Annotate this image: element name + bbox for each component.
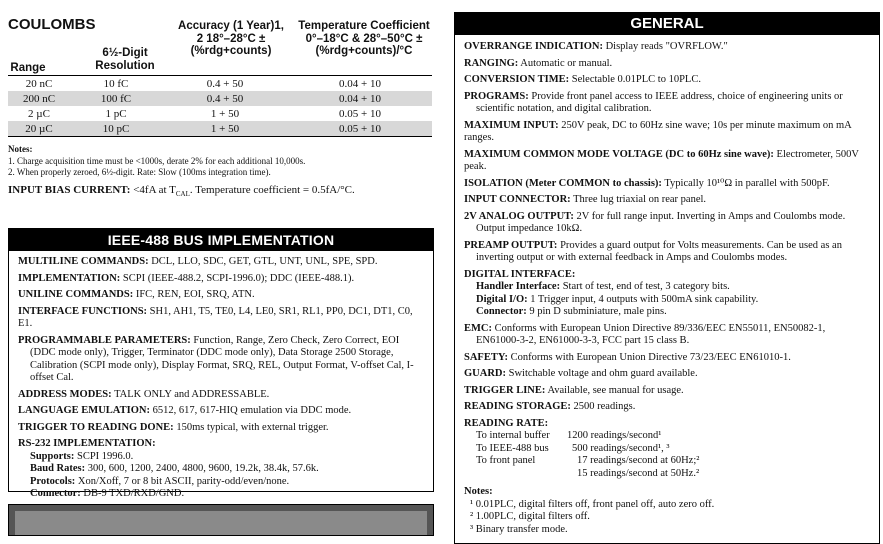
digital-line [464, 306, 870, 319]
rate-value: 1200 readings/second¹ [567, 430, 662, 441]
spec-label: Protocols: [30, 475, 76, 487]
spec-label: TRIGGER LINE: [464, 384, 546, 396]
spec-label: Connector: [30, 488, 81, 499]
rs232-label [18, 438, 424, 451]
spec-text: Conforms with European Union Directive 73/23/EEC EN61010-1. [510, 351, 791, 363]
spec-text: Start of test, end of test, 3 category bits. [562, 281, 730, 292]
spec-label: ADDRESS MODES: [18, 388, 112, 400]
rs232-line [18, 476, 424, 489]
spec-text: Selectable 0.01PLC to 10PLC. [571, 74, 701, 85]
spec-label: ISOLATION (Meter COMMON to chassis): [464, 177, 662, 189]
ieee-items [9, 251, 433, 501]
next-section-box [8, 504, 434, 536]
notes-title: Notes: [464, 486, 493, 497]
ieee-488-section [8, 228, 434, 499]
spec-item [464, 58, 870, 71]
spec-label: 2V ANALOG OUTPUT: [464, 210, 574, 222]
digital-line [464, 281, 870, 294]
spec-label: Digital I/O: [476, 293, 528, 305]
rate-target [464, 468, 567, 481]
spec-item [464, 120, 870, 145]
spec-item [464, 41, 870, 54]
spec-label: LANGUAGE EMULATION: [18, 405, 150, 416]
table-row [8, 76, 432, 91]
spec-label: Handler Interface: [476, 281, 561, 292]
spec-item [464, 149, 870, 174]
note-line: 1. Charge acquisition time must be <1000s, derate 2% for each additional 10,000s. [8, 155, 306, 166]
spec-item [464, 240, 870, 265]
spec-item [464, 352, 870, 365]
table-row [8, 121, 432, 137]
spec-label: MAXIMUM COMMON MODE VOLTAGE (DC to 60Hz sine wave): [464, 148, 774, 160]
spec-label: RANGING: [464, 57, 519, 69]
reading-rate-row [464, 430, 870, 443]
spec-label: READING RATE: [464, 417, 549, 429]
spec-item [464, 401, 870, 414]
col-header-range: Range [10, 62, 46, 74]
spec-text: 2V for full range input. Inverting in Amps and Coulombs mode. Output impedance 10kΩ. [476, 210, 846, 234]
spec-label: READING STORAGE: [464, 401, 571, 412]
note-line: ² 1.00PLC, digital filters off. [470, 511, 590, 522]
ieee-title: IEEE-488 BUS IMPLEMENTATION [9, 229, 433, 251]
cell-range: 2 µC [28, 107, 50, 120]
spec-item [18, 335, 424, 385]
spec-text: Function, Range, Zero Check, Zero Correct, EOI (DDC mode only), Trigger, Terminator (DDC mode only), Data Storage 2500 Storage, Calibration (SCPI mode only), Display Format, SRQ, REL, Output Format, V-offset Cal, I-offset Cal. [30, 334, 414, 383]
rs232-line [18, 488, 424, 501]
input-bias-current [8, 184, 432, 198]
spec-item [464, 178, 870, 191]
spec-item [464, 74, 870, 87]
spec-label: MULTILINE COMMANDS: [18, 256, 149, 267]
cell-temp: 0.05 + 10 [288, 121, 432, 137]
cell-range: 20 µC [8, 121, 70, 137]
spec-text: 9 pin D subminiature, male pins. [529, 306, 667, 317]
general-title: GENERAL [455, 13, 879, 35]
spec-text: DB-9 TXD/RXD/GND. [83, 488, 185, 499]
spec-label: IMPLEMENTATION: [18, 272, 121, 284]
spec-text: 300, 600, 1200, 2400, 4800, 9600, 19.2k, 38.4k, 57.6k. [87, 463, 319, 474]
spec-item [464, 211, 870, 236]
rs232-line [18, 451, 424, 464]
reading-rate-row [464, 443, 870, 456]
rate-value: 17 readings/second at 60Hz;² [577, 455, 700, 466]
note-line: ³ Binary transfer mode. [470, 523, 568, 535]
spec-text: SCPI 1996.0. [76, 450, 134, 462]
spec-text: Switchable voltage and ohm guard available. [508, 368, 698, 379]
spec-label: OVERRANGE INDICATION: [464, 41, 603, 52]
spec-item [464, 368, 870, 381]
coulombs-spec-table [8, 14, 432, 137]
coulombs-notes [8, 144, 432, 179]
cell-resolution: 1 pC [105, 107, 127, 120]
spec-label: RS-232 IMPLEMENTATION: [18, 438, 156, 449]
rate-target: To front panel [476, 455, 536, 466]
table-row [8, 91, 432, 106]
cell-temp: 0.05 + 10 [339, 107, 381, 120]
spec-label: CONVERSION TIME: [464, 74, 570, 85]
digital-line [464, 294, 870, 307]
spec-text: 2500 readings. [573, 401, 636, 412]
rate-value: 500 readings/second¹, ³ [572, 442, 670, 454]
spec-label: INTERFACE FUNCTIONS: [18, 305, 148, 317]
bias-text: <4fA at T [133, 184, 176, 196]
bias-text-2: . Temperature coefficient = 0.5fA/°C. [189, 184, 355, 196]
spec-text: 150ms typical, with external trigger. [176, 421, 329, 433]
spec-label: UNILINE COMMANDS: [18, 289, 134, 300]
digital-interface-label [464, 269, 870, 282]
spec-text: Conforms with European Union Directive 89/336/EEC EN55011, EN50082-1, EN61000-3-2, EN61000-3-3, FCC part 15 class B. [476, 322, 826, 346]
cell-range: 200 nC [8, 91, 70, 106]
col-header-resolution: 6½-Digit Resolution [95, 47, 155, 72]
cell-accuracy: 1 + 50 [162, 121, 288, 137]
spec-label: Baud Rates: [30, 463, 86, 474]
spec-label: MAXIMUM INPUT: [464, 119, 559, 131]
spec-label: PROGRAMS: [464, 90, 529, 102]
spec-item [18, 405, 424, 418]
reading-rate-row [464, 468, 870, 481]
table-row [8, 106, 432, 121]
spec-text: DCL, LLO, SDC, GET, GTL, UNT, UNL, SPE, SPD. [151, 256, 378, 267]
cell-accuracy: 1 + 50 [210, 107, 240, 120]
spec-text: SCPI (IEEE-488.2, SCPI-1996.0); DDC (IEEE-488.1). [122, 272, 355, 284]
spec-item [18, 389, 424, 402]
spec-text: Electrometer, 500V peak. [464, 148, 859, 172]
note-line: ¹ 0.01PLC, digital filters off, front panel off, auto zero off. [470, 498, 715, 510]
spec-item [464, 385, 870, 398]
cell-resolution: 10 pC [70, 121, 162, 137]
bias-sub: CAL [175, 190, 190, 199]
rate-target: To IEEE-488 bus [476, 442, 549, 454]
spec-text: 6512, 617, 617-HIQ emulation via DDC mode. [152, 405, 352, 416]
spec-text: Automatic or manual. [520, 57, 613, 69]
cell-resolution: 10 fC [103, 77, 129, 90]
spec-label: Connector: [476, 306, 527, 317]
reading-rate-label [464, 418, 870, 431]
cell-range: 20 nC [25, 77, 53, 90]
cell-temp: 0.04 + 10 [288, 91, 432, 106]
col-header-accuracy: Accuracy (1 Year)1, 2 18°–28°C ±(%rdg+counts) [178, 20, 284, 57]
spec-item [18, 289, 424, 302]
spec-text: Provides a guard output for Volts measurements. Can be used as an inverting output or with external feedback in Amps and Coulombs modes. [476, 239, 842, 263]
cell-resolution: 100 fC [70, 91, 162, 106]
spec-item [18, 306, 424, 331]
spec-label: GUARD: [464, 368, 506, 379]
spec-item [464, 323, 870, 348]
spec-label: EMC: [464, 322, 492, 334]
spec-label: DIGITAL INTERFACE: [464, 268, 576, 280]
spec-label: Supports: [30, 450, 75, 462]
spec-text: 250V peak, DC to 60Hz sine wave; 10s per minute maximum on mA ranges. [464, 119, 852, 143]
spec-label: TRIGGER TO READING DONE: [18, 421, 174, 433]
spec-text: Three lug triaxial on rear panel. [573, 194, 707, 205]
rs232-line [18, 463, 424, 476]
cell-accuracy: 0.4 + 50 [162, 91, 288, 106]
spec-text: Xon/Xoff, 7 or 8 bit ASCII, parity-odd/even/none. [77, 475, 290, 487]
cell-temp: 0.04 + 10 [339, 77, 381, 90]
cell-accuracy: 0.4 + 50 [206, 77, 244, 90]
spec-text: Typically 10¹⁰Ω in parallel with 500pF. [664, 177, 830, 189]
coulombs-title: COULOMBS [8, 16, 96, 33]
rate-target: To internal buffer [476, 430, 550, 441]
spec-item [464, 194, 870, 207]
spec-label: SAFETY: [464, 351, 508, 363]
spec-text: TALK ONLY and ADDRESSABLE. [114, 388, 270, 400]
coulombs-header [8, 14, 432, 76]
spec-text: Provide front panel access to IEEE address, choice of engineering units or scientific notation, and digital calibration. [476, 90, 843, 114]
notes-title: Notes: [8, 144, 33, 154]
spec-item [18, 256, 424, 269]
general-items [455, 35, 879, 536]
spec-text: Display reads "OVRFLOW." [605, 41, 728, 52]
spec-label: INPUT CONNECTOR: [464, 194, 571, 205]
spec-item [18, 273, 424, 286]
note-line: 2. When properly zeroed, 6½-digit. Rate: Slow (100ms integration time). [8, 167, 271, 177]
spec-label: PREAMP OUTPUT: [464, 239, 558, 251]
rate-value: 15 readings/second at 50Hz.² [577, 467, 700, 479]
coulombs-data [8, 76, 432, 137]
spec-label: PROGRAMMABLE PARAMETERS: [18, 334, 191, 346]
spec-text: IFC, REN, EOI, SRQ, ATN. [135, 289, 255, 300]
spec-text: Available, see manual for usage. [547, 384, 684, 396]
col-header-temperature: Temperature Coefficient 0°–18°C & 28°–50°C ±(%rdg+counts)/°C [298, 20, 430, 57]
spec-text: 1 Trigger input, 4 outputs with 500mA sink capability. [530, 293, 759, 305]
general-section [454, 12, 880, 544]
general-notes [464, 486, 870, 536]
bias-label: INPUT BIAS CURRENT: [8, 184, 131, 196]
spec-item [464, 91, 870, 116]
reading-rate-row [464, 455, 870, 468]
spec-item [18, 422, 424, 435]
spec-text: SH1, AH1, T5, TE0, L4, LE0, SR1, RL1, PP0, DC1, DT1, C0, E1. [18, 305, 413, 329]
